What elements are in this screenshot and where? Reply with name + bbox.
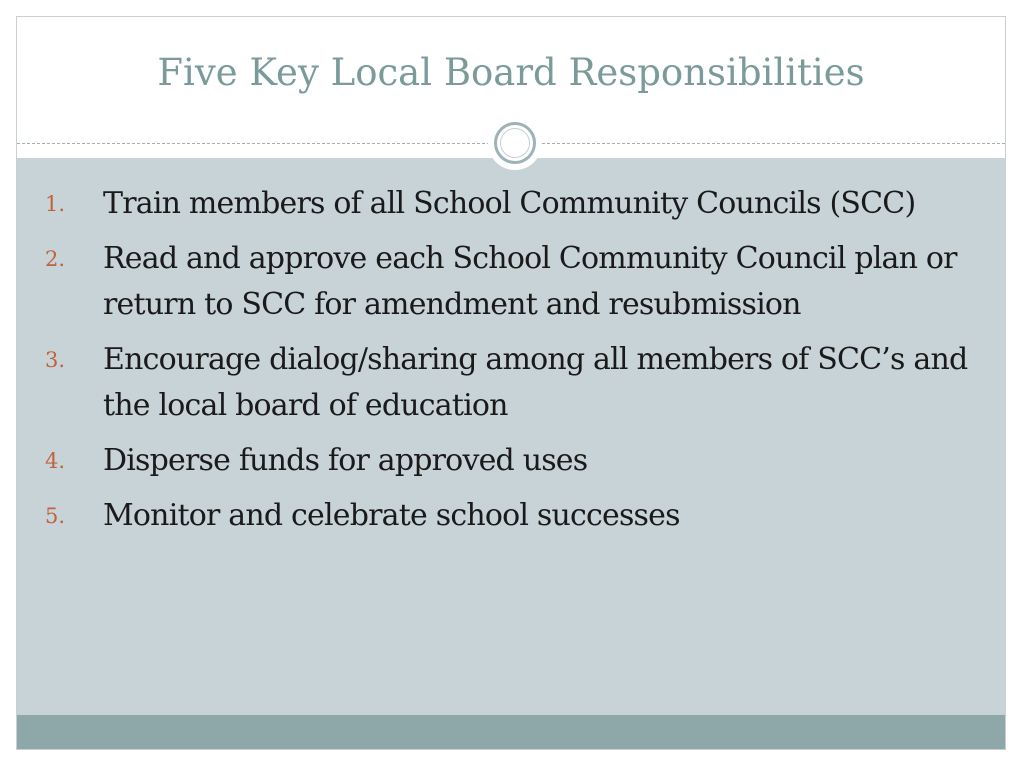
list-item — [17, 181, 1005, 227]
list-item-number: 4. — [45, 449, 66, 473]
slide — [16, 16, 1006, 750]
ornament-inner-ring — [500, 128, 530, 158]
responsibility-list — [17, 181, 1005, 548]
list-item — [17, 337, 1005, 429]
list-item-text: Encourage dialog/sharing among all members of SCC’s and the local board of education — [103, 342, 968, 423]
slide-title: Five Key Local Board Responsibilities — [157, 51, 865, 94]
list-item-text: Disperse funds for approved uses — [103, 443, 588, 478]
list-item-number: 3. — [45, 348, 66, 372]
list-item — [17, 493, 1005, 539]
list-item-number: 2. — [45, 247, 66, 271]
footer-band — [17, 715, 1005, 750]
ornament-ring — [494, 122, 536, 164]
list-item — [17, 438, 1005, 484]
list-item-text: Monitor and celebrate school successes — [103, 498, 680, 533]
list-item — [17, 236, 1005, 328]
list-item-number: 1. — [45, 192, 66, 216]
list-item-text: Train members of all School Community Councils (SCC) — [103, 186, 916, 221]
list-item-text: Read and approve each School Community Council plan or return to SCC for amendment and resubmission — [103, 241, 957, 322]
list-item-number: 5. — [45, 504, 66, 528]
circle-ornament-icon — [488, 116, 542, 170]
